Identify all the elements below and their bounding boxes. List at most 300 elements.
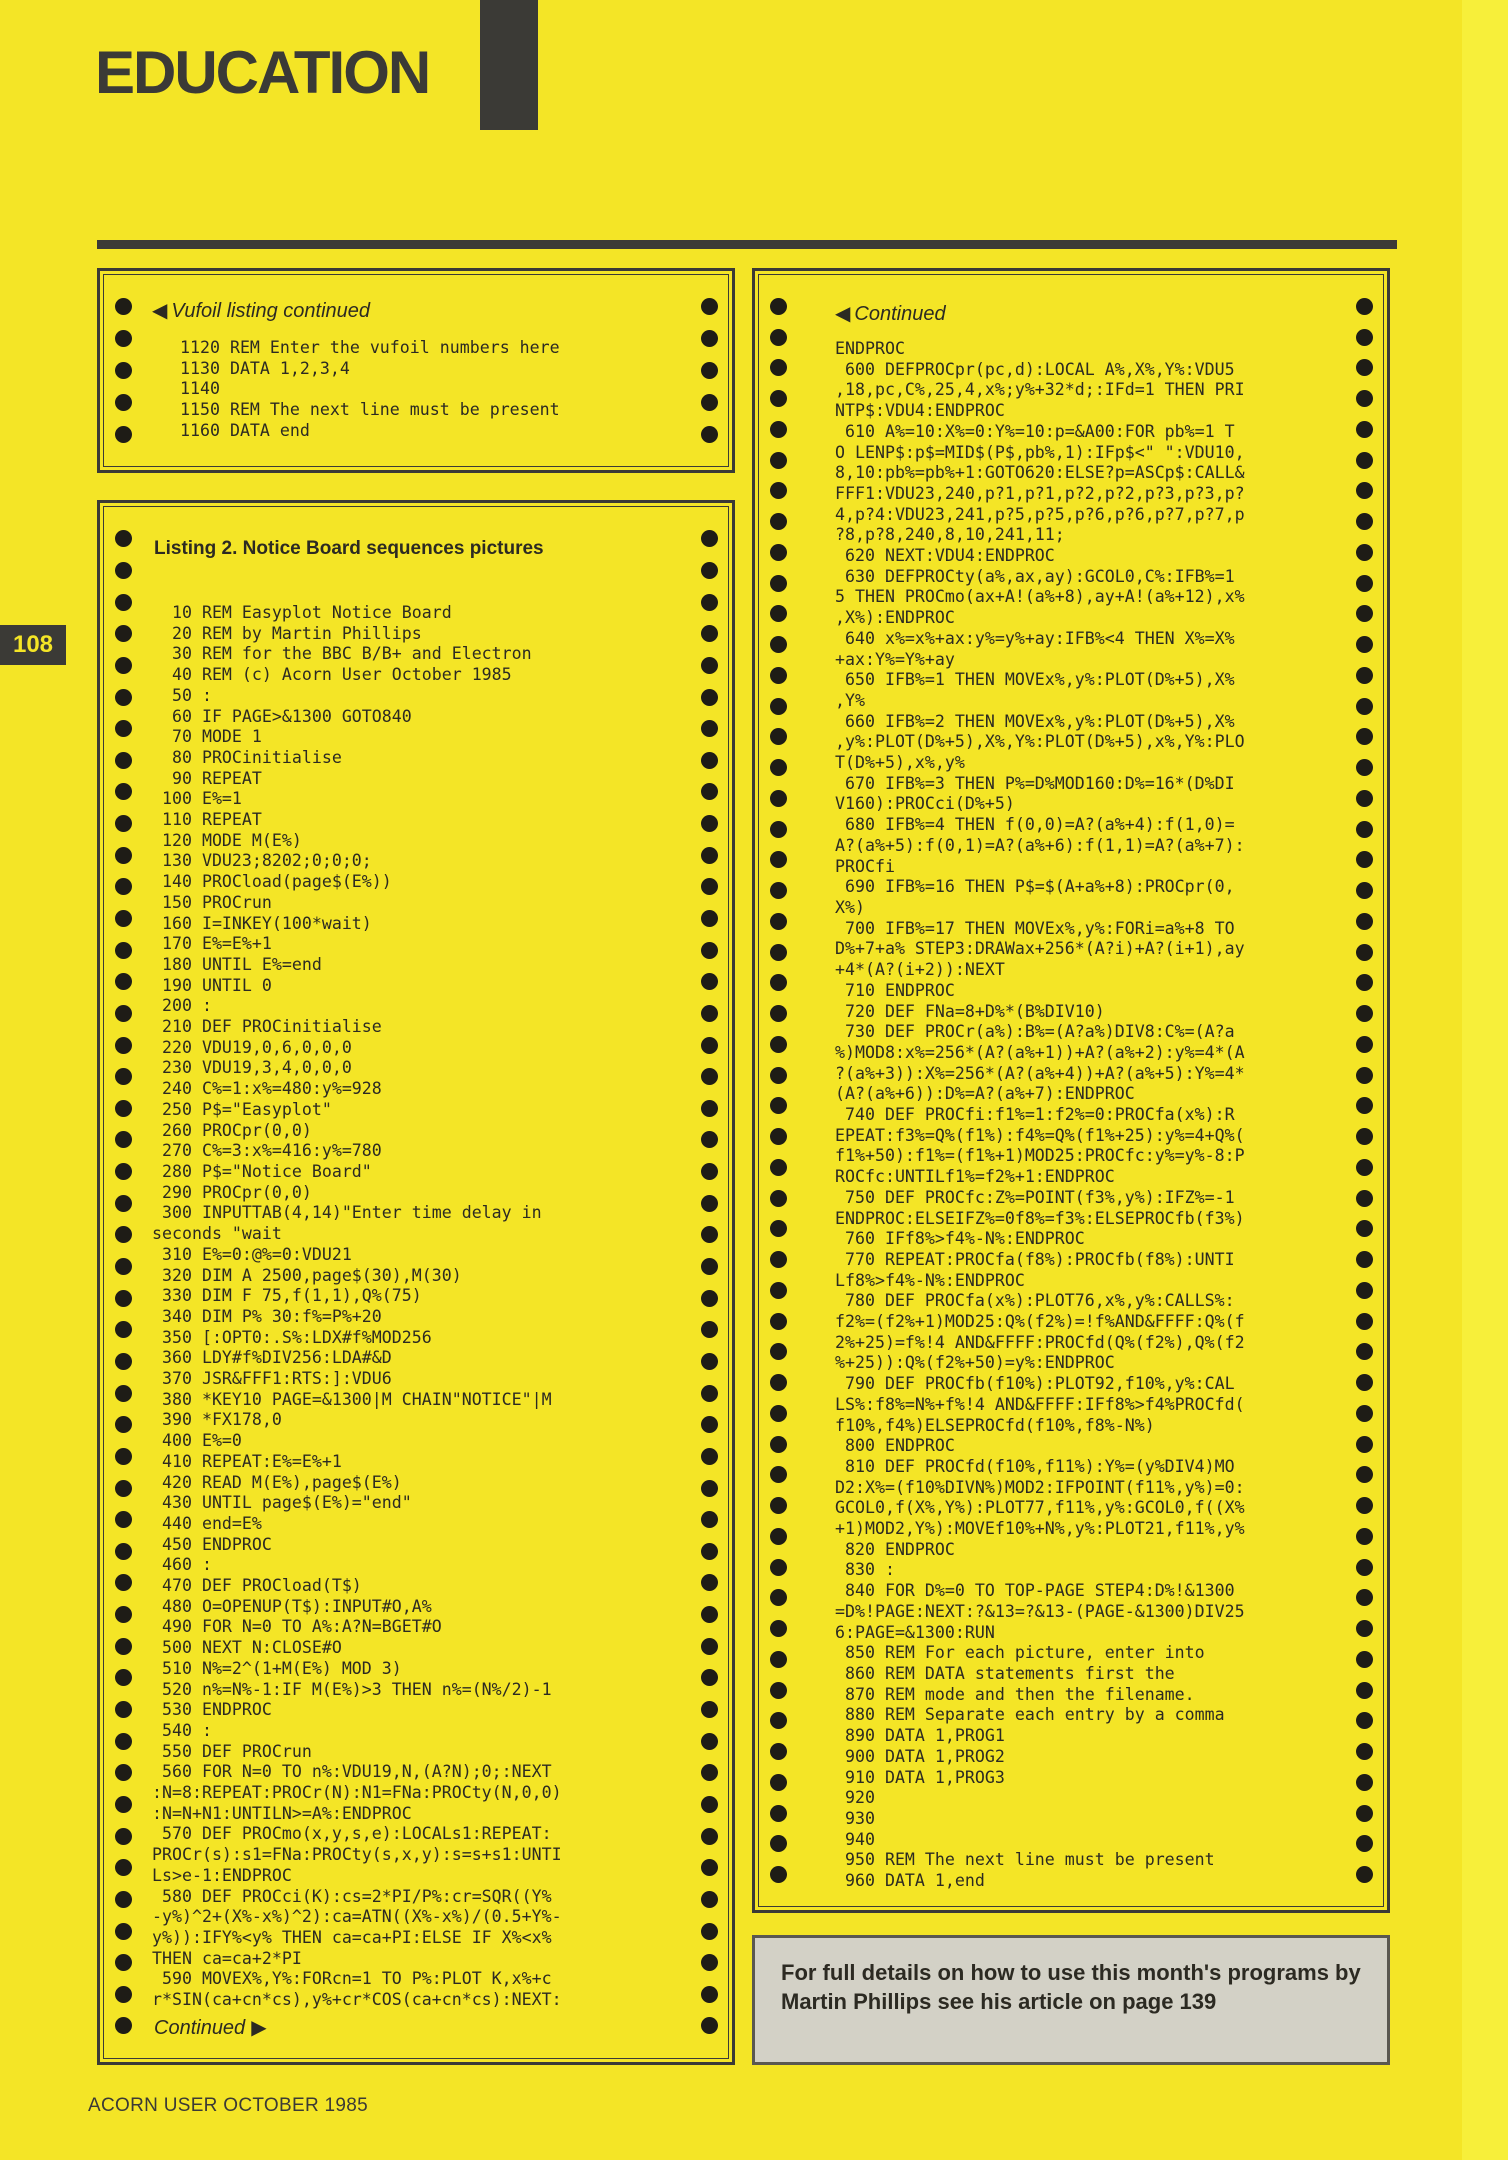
code-line: ,X%):ENDPROC bbox=[835, 608, 955, 628]
code-line: 920 bbox=[835, 1788, 875, 1808]
punched-hole-icon bbox=[115, 1448, 132, 1465]
code-line: THEN ca=ca+2*PI bbox=[152, 1948, 302, 1968]
code-line: ,y%:PLOT(D%+5),X%,Y%:PLOT(D%+5),x%,Y%:PLO bbox=[835, 732, 1245, 752]
punched-hole-icon bbox=[115, 1480, 132, 1497]
punched-hole-icon bbox=[701, 1037, 718, 1054]
punched-hole-icon bbox=[770, 359, 787, 376]
code-line: 600 DEFPROCpr(pc,d):LOCAL A%,X%,Y%:VDU5 bbox=[835, 359, 1235, 379]
punched-hole-icon bbox=[115, 1321, 132, 1338]
code-line: 120 MODE M(E%) bbox=[152, 830, 302, 850]
code-line: 790 DEF PROCfb(f10%):PLOT92,f10%,y%:CAL bbox=[835, 1374, 1235, 1394]
code-line: 320 DIM A 2500,page$(30),M(30) bbox=[152, 1265, 462, 1285]
punched-hole-icon bbox=[1356, 1343, 1373, 1360]
code-line: (A?(a%+6)):D%=A?(a%+7):ENDPROC bbox=[835, 1084, 1135, 1104]
punched-hole-icon bbox=[115, 1574, 132, 1591]
punched-hole-icon bbox=[701, 973, 718, 990]
punched-hole-icon bbox=[701, 1100, 718, 1117]
punched-hole-icon bbox=[1356, 1589, 1373, 1606]
code-line: 680 IFB%=4 THEN f(0,0)=A?(a%+4):f(1,0)= bbox=[835, 815, 1235, 835]
punched-hole-icon bbox=[770, 1251, 787, 1268]
page-edge bbox=[1462, 0, 1508, 2160]
punched-hole-icon bbox=[701, 1005, 718, 1022]
punched-hole-icon bbox=[115, 1543, 132, 1560]
code-line: 2%+25)=f%!4 AND&FFFF:PROCfd(Q%(f2%),Q%(f2 bbox=[835, 1332, 1245, 1352]
code-line: 150 PROCrun bbox=[152, 892, 272, 912]
punched-hole-icon bbox=[115, 942, 132, 959]
punched-hole-icon bbox=[701, 594, 718, 611]
code-line: 520 n%=N%-1:IF M(E%)>3 THEN n%=(N%/2)-1 bbox=[152, 1679, 552, 1699]
continued-code-listing bbox=[835, 339, 1245, 1892]
code-line: 100 E%=1 bbox=[152, 789, 242, 809]
code-line: 960 DATA 1,end bbox=[835, 1871, 985, 1891]
punched-hole-icon bbox=[770, 513, 787, 530]
code-line: 5 THEN PROCmo(ax+A!(a%+8),ay+A!(a%+12),x% bbox=[835, 587, 1245, 607]
punched-hole-icon bbox=[1356, 1313, 1373, 1330]
code-line: 30 REM for the BBC B/B+ and Electron bbox=[152, 644, 532, 664]
code-line: 430 UNTIL page$(E%)="end" bbox=[152, 1493, 412, 1513]
punched-hole-icon bbox=[701, 1986, 718, 2003]
code-line: 20 REM by Martin Phillips bbox=[152, 623, 422, 643]
code-line: V160):PROCci(D%+5) bbox=[835, 794, 1015, 814]
code-line: 170 E%=E%+1 bbox=[152, 934, 272, 954]
punched-hole-icon bbox=[1356, 974, 1373, 991]
code-line: 650 IFB%=1 THEN MOVEx%,y%:PLOT(D%+5),X% bbox=[835, 670, 1235, 690]
header-rule bbox=[97, 240, 1397, 249]
punched-hole-icon bbox=[770, 1866, 787, 1883]
punched-hole-icon bbox=[701, 1258, 718, 1275]
punched-hole-icon bbox=[115, 1701, 132, 1718]
punched-hole-icon bbox=[115, 1290, 132, 1307]
punched-hole-icon bbox=[1356, 851, 1373, 868]
punched-hole-icon bbox=[115, 1669, 132, 1686]
punched-hole-icon bbox=[1356, 1128, 1373, 1145]
punched-hole-icon bbox=[770, 1005, 787, 1022]
punched-hole-icon bbox=[770, 1620, 787, 1637]
punched-hole-icon bbox=[770, 1743, 787, 1760]
punched-hole-icon bbox=[770, 1128, 787, 1145]
code-line: 330 DIM F 75,f(1,1),Q%(75) bbox=[152, 1286, 422, 1306]
punched-hole-icon bbox=[1356, 728, 1373, 745]
punched-hole-icon bbox=[701, 1606, 718, 1623]
punched-hole-icon bbox=[770, 1497, 787, 1514]
punched-hole-icon bbox=[1356, 1682, 1373, 1699]
punched-hole-icon bbox=[115, 2017, 132, 2034]
punched-hole-icon bbox=[770, 575, 787, 592]
code-line: 940 bbox=[835, 1829, 875, 1849]
punched-hole-icon bbox=[115, 1416, 132, 1433]
code-line: D%+7+a% STEP3:DRAWax+256*(A?i)+A?(i+1),ay bbox=[835, 939, 1245, 959]
article-reference-box: For full details on how to use this month's programs by Martin Phillips see his article on page 139 bbox=[752, 1935, 1390, 2065]
punched-hole-icon bbox=[115, 1100, 132, 1117]
punched-hole-icon bbox=[1356, 1466, 1373, 1483]
code-line: 480 O=OPENUP(T$):INPUT#O,A% bbox=[152, 1596, 432, 1616]
punched-hole-icon bbox=[115, 1859, 132, 1876]
code-line: 540 : bbox=[152, 1720, 212, 1740]
punched-hole-icon bbox=[701, 1669, 718, 1686]
code-line: 620 NEXT:VDU4:ENDPROC bbox=[835, 546, 1055, 566]
punched-hole-icon bbox=[1356, 913, 1373, 930]
code-line: 690 IFB%=16 THEN P$=$(A+a%+8):PROCpr(0, bbox=[835, 877, 1235, 897]
punched-hole-icon bbox=[701, 625, 718, 642]
code-line: 220 VDU19,0,6,0,0,0 bbox=[152, 1037, 352, 1057]
punched-hole-icon bbox=[1356, 544, 1373, 561]
punched-hole-icon bbox=[770, 974, 787, 991]
punched-hole-icon bbox=[115, 594, 132, 611]
punched-hole-icon bbox=[701, 1163, 718, 1180]
punched-hole-icon bbox=[115, 752, 132, 769]
punched-hole-icon bbox=[701, 1701, 718, 1718]
punched-hole-icon bbox=[770, 821, 787, 838]
punched-hole-icon bbox=[1356, 482, 1373, 499]
vufoil-code-listing bbox=[180, 338, 560, 442]
punched-hole-icon bbox=[115, 1511, 132, 1528]
punched-hole-icon bbox=[1356, 1835, 1373, 1852]
right-binder-holes bbox=[1354, 271, 1374, 1910]
code-line: 370 JSR&FFF1:RTS:]:VDU6 bbox=[152, 1369, 392, 1389]
code-line: 40 REM (c) Acorn User October 1985 bbox=[152, 665, 512, 685]
code-line: =D%!PAGE:NEXT:?&13=?&13-(PAGE-&1300)DIV25 bbox=[835, 1601, 1245, 1621]
forward-arrow-icon: ▶ bbox=[251, 2017, 267, 2039]
punched-hole-icon bbox=[770, 1159, 787, 1176]
punched-hole-icon bbox=[701, 1416, 718, 1433]
punched-hole-icon bbox=[1356, 1220, 1373, 1237]
code-line: 710 ENDPROC bbox=[835, 980, 955, 1000]
code-line: :N=8:REPEAT:PROCr(N):N1=FNa:PROCty(N,0,0) bbox=[152, 1783, 562, 1803]
code-line: 630 DEFPROCty(a%,ax,ay):GCOL0,C%:IFB%=1 bbox=[835, 566, 1235, 586]
punched-hole-icon bbox=[701, 1480, 718, 1497]
punched-hole-icon bbox=[1356, 882, 1373, 899]
code-line: 530 ENDPROC bbox=[152, 1700, 272, 1720]
punched-hole-icon bbox=[115, 1226, 132, 1243]
back-arrow-icon: ◀ bbox=[152, 300, 168, 322]
punched-hole-icon bbox=[115, 1828, 132, 1845]
code-line: 770 REPEAT:PROCfa(f8%):PROCfb(f8%):UNTI bbox=[835, 1249, 1235, 1269]
punched-hole-icon bbox=[701, 2017, 718, 2034]
punched-hole-icon bbox=[770, 636, 787, 653]
punched-hole-icon bbox=[115, 1195, 132, 1212]
code-line: D2:X%=(f10%DIVN%)MOD2:IFPOINT(f11%,y%)=0: bbox=[835, 1477, 1245, 1497]
punched-hole-icon bbox=[115, 689, 132, 706]
code-line: ,Y% bbox=[835, 690, 865, 710]
code-line: O LENP$:p$=MID$(P$,pb%,1):IFp$<" ":VDU10, bbox=[835, 442, 1245, 462]
punched-hole-icon bbox=[115, 910, 132, 927]
punched-hole-icon bbox=[701, 1891, 718, 1908]
code-line: T(D%+5),x%,y% bbox=[835, 753, 965, 773]
punched-hole-icon bbox=[1356, 1005, 1373, 1022]
code-line: 500 NEXT N:CLOSE#O bbox=[152, 1638, 342, 1658]
code-line: 460 : bbox=[152, 1555, 212, 1575]
listing-title: Listing 2. Notice Board sequences pictures bbox=[154, 538, 544, 559]
code-line: +4*(A?(i+2)):NEXT bbox=[835, 960, 1005, 980]
code-line: 400 E%=0 bbox=[152, 1431, 242, 1451]
code-line: ?8,p?8,240,8,10,241,11; bbox=[835, 525, 1065, 545]
punched-hole-icon bbox=[701, 942, 718, 959]
punched-hole-icon bbox=[1356, 1405, 1373, 1422]
punched-hole-icon bbox=[1356, 1159, 1373, 1176]
punched-hole-icon bbox=[1356, 1559, 1373, 1576]
section-title: EDUCATION bbox=[95, 39, 430, 106]
code-line: EPEAT:f3%=Q%(f1%):f4%=Q%(f1%+25):y%=4+Q%( bbox=[835, 1125, 1245, 1145]
punched-hole-icon bbox=[1356, 359, 1373, 376]
punched-hole-icon bbox=[115, 1764, 132, 1781]
punched-hole-icon bbox=[770, 790, 787, 807]
punched-hole-icon bbox=[770, 1589, 787, 1606]
punched-hole-icon bbox=[1356, 1097, 1373, 1114]
code-line: 950 REM The next line must be present bbox=[835, 1850, 1215, 1870]
punched-hole-icon bbox=[701, 1226, 718, 1243]
punched-hole-icon bbox=[1356, 298, 1373, 315]
code-line: PROCfi bbox=[835, 856, 895, 876]
code-line: 1120 REM Enter the vufoil numbers here bbox=[180, 338, 560, 357]
punched-hole-icon bbox=[701, 1828, 718, 1845]
punched-hole-icon bbox=[701, 530, 718, 547]
code-line: 390 *FX178,0 bbox=[152, 1410, 282, 1430]
code-line: 930 bbox=[835, 1808, 875, 1828]
punched-hole-icon bbox=[770, 482, 787, 499]
punched-hole-icon bbox=[770, 882, 787, 899]
punched-hole-icon bbox=[701, 562, 718, 579]
code-line: 250 P$="Easyplot" bbox=[152, 1099, 332, 1119]
punched-hole-icon bbox=[1356, 421, 1373, 438]
punched-hole-icon bbox=[1356, 1866, 1373, 1883]
code-line: Ls>e-1:ENDPROC bbox=[152, 1865, 292, 1885]
code-line: 570 DEF PROCmo(x,y,s,e):LOCALs1:REPEAT: bbox=[152, 1824, 552, 1844]
punched-hole-icon bbox=[115, 1068, 132, 1085]
code-line: A?(a%+5):f(0,1)=A?(a%+6):f(1,1)=A?(a%+7): bbox=[835, 835, 1245, 855]
listing2-code bbox=[152, 603, 562, 2011]
punched-hole-icon bbox=[770, 1313, 787, 1330]
code-line: f2%=(f2%+1)MOD25:Q%(f2%)=!f%AND&FFFF:Q%(f bbox=[835, 1312, 1245, 1332]
code-line: 490 FOR N=0 TO A%:A?N=BGET#O bbox=[152, 1617, 442, 1637]
punched-hole-icon bbox=[115, 720, 132, 737]
code-line: 750 DEF PROCfc:Z%=POINT(f3%,y%):IFZ%=-1 bbox=[835, 1187, 1235, 1207]
code-line: 70 MODE 1 bbox=[152, 727, 262, 747]
punched-hole-icon bbox=[701, 1353, 718, 1370]
punched-hole-icon bbox=[701, 1764, 718, 1781]
code-line: 890 DATA 1,PROG1 bbox=[835, 1726, 1005, 1746]
punched-hole-icon bbox=[770, 1712, 787, 1729]
punched-hole-icon bbox=[701, 1923, 718, 1940]
code-line: %)MOD8:x%=256*(A?(a%+1))+A?(a%+2):y%=4*(A bbox=[835, 1042, 1245, 1062]
code-line: 660 IFB%=2 THEN MOVEx%,y%:PLOT(D%+5),X% bbox=[835, 711, 1235, 731]
punched-hole-icon bbox=[770, 1220, 787, 1237]
punched-hole-icon bbox=[770, 1343, 787, 1360]
code-line: 60 IF PAGE>&1300 GOTO840 bbox=[152, 706, 412, 726]
code-line: y%)):IFY%<y% THEN ca=ca+PI:ELSE IF X%<x% bbox=[152, 1928, 552, 1947]
punched-hole-icon bbox=[1356, 1651, 1373, 1668]
punched-hole-icon bbox=[770, 298, 787, 315]
punched-hole-icon bbox=[701, 847, 718, 864]
code-line: 290 PROCpr(0,0) bbox=[152, 1182, 312, 1202]
punched-hole-icon bbox=[770, 1097, 787, 1114]
code-line: NTP$:VDU4:ENDPROC bbox=[835, 401, 1005, 421]
punched-hole-icon bbox=[1356, 452, 1373, 469]
punched-hole-icon bbox=[770, 1559, 787, 1576]
punched-hole-icon bbox=[1356, 1712, 1373, 1729]
punched-hole-icon bbox=[701, 783, 718, 800]
code-line: 560 FOR N=0 TO n%:VDU19,N,(A?N);0;:NEXT bbox=[152, 1762, 552, 1782]
punched-hole-icon bbox=[115, 1891, 132, 1908]
punched-hole-icon bbox=[115, 1733, 132, 1750]
code-line: 900 DATA 1,PROG2 bbox=[835, 1746, 1005, 1766]
punched-hole-icon bbox=[701, 1068, 718, 1085]
punched-hole-icon bbox=[115, 1005, 132, 1022]
code-line: 410 REPEAT:E%=E%+1 bbox=[152, 1451, 342, 1471]
code-line: 760 IFf8%>f4%-N%:ENDPROC bbox=[835, 1229, 1085, 1249]
code-line: 90 REPEAT bbox=[152, 768, 262, 788]
code-line: -y%)^2+(X%-x%)^2):ca=ATN((X%-x%)/(0.5+Y%- bbox=[152, 1907, 562, 1927]
punched-hole-icon bbox=[115, 1954, 132, 1971]
code-line: 50 : bbox=[152, 685, 212, 705]
punched-hole-icon bbox=[115, 562, 132, 579]
code-line: 210 DEF PROCinitialise bbox=[152, 1017, 382, 1037]
code-line: PROCr(s):s1=FNa:PROCty(s,x,y):s=s+s1:UNTI bbox=[152, 1845, 562, 1865]
punched-hole-icon bbox=[770, 1466, 787, 1483]
punched-hole-icon bbox=[770, 329, 787, 346]
punched-hole-icon bbox=[115, 815, 132, 832]
right-binder-holes bbox=[699, 271, 719, 470]
punched-hole-icon bbox=[770, 1528, 787, 1545]
punched-hole-icon bbox=[770, 1190, 787, 1207]
code-line: 260 PROCpr(0,0) bbox=[152, 1120, 312, 1140]
code-line: 4,p?4:VDU23,241,p?5,p?5,p?6,p?6,p?7,p?7,p bbox=[835, 504, 1245, 524]
code-line: 840 FOR D%=0 TO TOP-PAGE STEP4:D%!&1300 bbox=[835, 1581, 1235, 1601]
code-line: 780 DEF PROCfa(x%):PLOT76,x%,y%:CALLS%: bbox=[835, 1291, 1235, 1311]
punched-hole-icon bbox=[1356, 698, 1373, 715]
code-line: 910 DATA 1,PROG3 bbox=[835, 1767, 1005, 1787]
code-line: 850 REM For each picture, enter into bbox=[835, 1643, 1205, 1663]
page-number-tab: 108 bbox=[0, 625, 66, 665]
code-line: 880 REM Separate each entry by a comma bbox=[835, 1705, 1225, 1725]
punched-hole-icon bbox=[770, 1374, 787, 1391]
header-bar bbox=[480, 0, 538, 130]
punched-hole-icon bbox=[770, 605, 787, 622]
listing2-panel bbox=[97, 500, 735, 2065]
left-binder-holes bbox=[768, 271, 788, 1910]
code-line: X%) bbox=[835, 897, 865, 917]
punched-hole-icon bbox=[770, 1405, 787, 1422]
punched-hole-icon bbox=[770, 667, 787, 684]
punched-hole-icon bbox=[701, 1543, 718, 1560]
punched-hole-icon bbox=[701, 1638, 718, 1655]
code-line: ROCfc:UNTILf1%=f2%+1:ENDPROC bbox=[835, 1167, 1115, 1187]
punched-hole-icon bbox=[701, 752, 718, 769]
code-line: 80 PROCinitialise bbox=[152, 747, 342, 767]
punched-hole-icon bbox=[1356, 605, 1373, 622]
code-line: 800 ENDPROC bbox=[835, 1436, 955, 1456]
punched-hole-icon bbox=[770, 1036, 787, 1053]
code-line: 450 ENDPROC bbox=[152, 1534, 272, 1554]
code-line: 8,10:pb%=pb%+1:GOTO620:ELSE?p=ASCp$:CALL& bbox=[835, 463, 1245, 483]
code-line: ENDPROC:ELSEIFZ%=0f8%=f3%:ELSEPROCfb(f3%) bbox=[835, 1208, 1245, 1228]
vufoil-caption: ◀ Vufoil listing continued bbox=[152, 300, 371, 322]
punched-hole-icon bbox=[115, 878, 132, 895]
punched-hole-icon bbox=[770, 1282, 787, 1299]
code-line: 280 P$="Notice Board" bbox=[152, 1161, 372, 1181]
punched-hole-icon bbox=[1356, 1190, 1373, 1207]
punched-hole-icon bbox=[115, 973, 132, 990]
code-line: 720 DEF FNa=8+D%*(B%DIV10) bbox=[835, 1001, 1105, 1021]
code-line: 810 DEF PROCfd(f10%,f11%):Y%=(y%DIV4)MO bbox=[835, 1456, 1235, 1476]
code-line: 510 N%=2^(1+M(E%) MOD 3) bbox=[152, 1658, 402, 1678]
punched-hole-icon bbox=[770, 759, 787, 776]
punched-hole-icon bbox=[1356, 1251, 1373, 1268]
punched-hole-icon bbox=[701, 1511, 718, 1528]
vufoil-listing-panel bbox=[97, 268, 735, 473]
punched-hole-icon bbox=[1356, 390, 1373, 407]
punched-hole-icon bbox=[1356, 575, 1373, 592]
punched-hole-icon bbox=[770, 913, 787, 930]
punched-hole-icon bbox=[770, 728, 787, 745]
punched-hole-icon bbox=[701, 1385, 718, 1402]
code-line: 10 REM Easyplot Notice Board bbox=[152, 603, 452, 622]
punched-hole-icon bbox=[115, 657, 132, 674]
code-line: 730 DEF PROCr(a%):B%=(A?a%)DIV8:C%=(A?a bbox=[835, 1022, 1235, 1042]
punched-hole-icon bbox=[770, 1835, 787, 1852]
punched-hole-icon bbox=[115, 1638, 132, 1655]
code-line: 360 LDY#f%DIV256:LDA#&D bbox=[152, 1348, 392, 1368]
punched-hole-icon bbox=[1356, 759, 1373, 776]
punched-hole-icon bbox=[701, 910, 718, 927]
punched-hole-icon bbox=[701, 1733, 718, 1750]
code-line: 1140 bbox=[180, 379, 220, 399]
punched-hole-icon bbox=[770, 1436, 787, 1453]
punched-hole-icon bbox=[1356, 790, 1373, 807]
code-line: 640 x%=x%+ax:y%=y%+ay:IFB%<4 THEN X%=X% bbox=[835, 628, 1235, 648]
punched-hole-icon bbox=[1356, 329, 1373, 346]
punched-hole-icon bbox=[115, 1923, 132, 1940]
code-line: 240 C%=1:x%=480:y%=928 bbox=[152, 1079, 382, 1099]
code-line: 350 [:OPT0:.S%:LDX#f%MOD256 bbox=[152, 1327, 432, 1347]
punched-hole-icon bbox=[770, 421, 787, 438]
code-line: ?(a%+3)):X%=256*(A?(a%+4))+A?(a%+5):Y%=4* bbox=[835, 1063, 1245, 1083]
punched-hole-icon bbox=[115, 1163, 132, 1180]
punched-hole-icon bbox=[1356, 1067, 1373, 1084]
punched-hole-icon bbox=[701, 720, 718, 737]
punched-hole-icon bbox=[1356, 1620, 1373, 1637]
punched-hole-icon bbox=[701, 1954, 718, 1971]
code-line: 270 C%=3:x%=416:y%=780 bbox=[152, 1141, 382, 1161]
punched-hole-icon bbox=[701, 1131, 718, 1148]
code-line: 860 REM DATA statements first the bbox=[835, 1664, 1175, 1683]
punched-hole-icon bbox=[770, 1774, 787, 1791]
punched-hole-icon bbox=[115, 1131, 132, 1148]
punched-hole-icon bbox=[115, 847, 132, 864]
code-line: 580 DEF PROCci(K):cs=2*PI/P%:cr=SQR((Y% bbox=[152, 1886, 552, 1906]
punched-hole-icon bbox=[115, 1606, 132, 1623]
code-line: 830 : bbox=[835, 1560, 895, 1580]
back-arrow-icon: ◀ bbox=[835, 303, 851, 325]
code-line: 740 DEF PROCfi:f1%=1:f2%=0:PROCfa(x%):R bbox=[835, 1105, 1235, 1125]
code-line: 160 I=INKEY(100*wait) bbox=[152, 913, 372, 933]
punched-hole-icon bbox=[115, 625, 132, 642]
punched-hole-icon bbox=[115, 1986, 132, 2003]
punched-hole-icon bbox=[1356, 821, 1373, 838]
punched-hole-icon bbox=[1356, 1497, 1373, 1514]
punched-hole-icon bbox=[115, 1258, 132, 1275]
code-line: 1130 DATA 1,2,3,4 bbox=[180, 358, 350, 378]
code-line: 380 *KEY10 PAGE=&1300|M CHAIN"NOTICE"|M bbox=[152, 1389, 552, 1409]
punched-hole-icon bbox=[1356, 1528, 1373, 1545]
punched-hole-icon bbox=[115, 530, 132, 547]
punched-hole-icon bbox=[701, 689, 718, 706]
punched-hole-icon bbox=[115, 1037, 132, 1054]
code-line: 340 DIM P% 30:f%=P%+20 bbox=[152, 1306, 382, 1326]
punched-hole-icon bbox=[770, 544, 787, 561]
code-line: 110 REPEAT bbox=[152, 810, 262, 830]
code-line: +ax:Y%=Y%+ay bbox=[835, 649, 955, 669]
code-line: 1150 REM The next line must be present bbox=[180, 400, 560, 420]
